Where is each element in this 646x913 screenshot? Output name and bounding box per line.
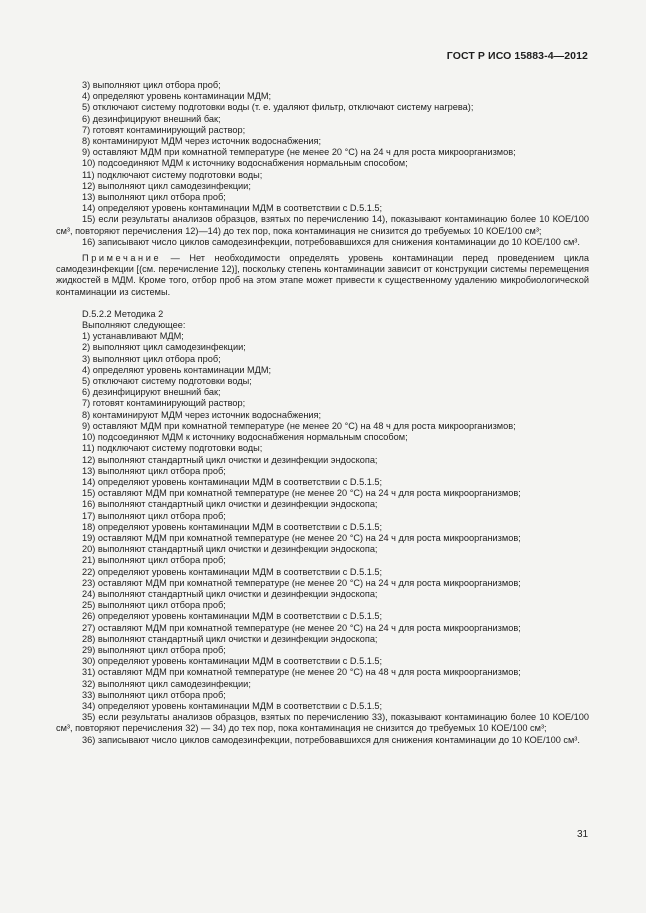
list-item: 4) определяют уровень контаминации МДМ; [82,364,272,375]
list-item: 10) подсоединяют МДМ к источнику водоснабжения нормальным способом; [82,158,408,169]
list-item: 22) определяют уровень контаминации МДМ в соответствии с D.5.1.5; [82,566,383,577]
list-item: 24) выполняют стандартный цикл очистки и дезинфекции эндоскопа; [82,588,378,599]
list-item: 19) оставляют МДМ при комнатной температуре (не менее 20 °С) на 24 ч для роста микроорганизмов; [82,532,521,543]
section1-list [56,80,589,248]
list-item: 31) оставляют МДМ при комнатной температуре (не менее 20 °С) на 48 ч для роста микроорганизмов; [82,667,521,678]
list-item: 34) определяют уровень контаминации МДМ в соответствии с D.5.1.5; [82,700,383,711]
spacer [56,298,589,309]
list-item: 5) отключают систему подготовки воды; [82,376,252,387]
section-intro: Выполняют следующее: [82,320,186,331]
list-item-paragraph: 35) если результаты анализов образцов, взятых по перечислению 33), показывают контаминацию более 10 КОЕ/100 см³, повторяют перечисления 32) — 34) до тех пор, пока контаминация не снизится до требуемых 10 КОЕ/100 см³; [56,712,589,734]
list-item: 11) подключают систему подготовки воды; [82,169,263,180]
note-text: — Нет необходимости определять уровень контаминации перед проведением цикла самодезинфекции [(см. перечисление 12)], поскольку степень контаминации зависит от конструкции системы перемещения жидкостей в МДМ. Кроме того, отбор проб на этом этапе может привести к существенному удалению микробиологической контаминации из системы. [56,253,589,297]
list-item: 10) подсоединяют МДМ к источнику водоснабжения нормальным способом; [82,432,408,443]
list-item: 4) определяют уровень контаминации МДМ; [82,91,272,102]
list-item: 17) выполняют цикл отбора проб; [82,510,226,521]
document-header: ГОСТ Р ИСО 15883-4—2012 [446,50,588,62]
list-item: 25) выполняют цикл отбора проб; [82,600,226,611]
list-item: 27) оставляют МДМ при комнатной температуре (не менее 20 °С) на 24 ч для роста микроорганизмов; [82,622,521,633]
list-item-paragraph: 15) если результаты анализов образцов, взятых по перечислению 14), показывают контаминацию более 10 КОЕ/100 см³, повторяют перечисления 12)—14) до тех пор, пока контаминация не снизится до требуемых 10 КОЕ/100 см³; [56,214,589,236]
list-item-paragraph: 36) записывают число циклов самодезинфекции, потребовавшихся для снижения контаминации до 10 КОЕ/100 см³. [82,734,580,745]
list-item: 33) выполняют цикл отбора проб; [82,689,226,700]
list-item: 14) определяют уровень контаминации МДМ в соответствии с D.5.1.5; [82,476,383,487]
list-item: 9) оставляют МДМ при комнатной температуре (не менее 20 °С) на 48 ч для роста микроорганизмов; [82,420,516,431]
list-item: 12) выполняют стандартный цикл очистки и дезинфекции эндоскопа; [82,454,378,465]
note-paragraph [56,253,589,298]
list-item: 32) выполняют цикл самодезинфекции; [82,678,251,689]
list-item: 13) выполняют цикл отбора проб; [82,465,226,476]
list-item: 16) выполняют стандартный цикл очистки и дезинфекции эндоскопа; [82,499,378,510]
section2 [56,309,589,746]
list-item: 2) выполняют цикл самодезинфекции; [82,342,246,353]
list-item: 8) контаминируют МДМ через источник водоснабжения; [82,136,322,147]
list-item: 11) подключают систему подготовки воды; [82,443,263,454]
list-item: 23) оставляют МДМ при комнатной температуре (не менее 20 °С) на 24 ч для роста микроорганизмов; [82,577,521,588]
list-item: 13) выполняют цикл отбора проб; [82,192,226,203]
list-item: 9) оставляют МДМ при комнатной температуре (не менее 20 °С) на 24 ч для роста микроорганизмов; [82,147,516,158]
note-label: Примечание [82,253,162,264]
list-item: 26) определяют уровень контаминации МДМ в соответствии с D.5.1.5; [82,611,383,622]
list-item: 18) определяют уровень контаминации МДМ в соответствии с D.5.1.5; [82,521,383,532]
page-number: 31 [577,829,589,840]
list-item: 14) определяют уровень контаминации МДМ в соответствии с D.5.1.5; [82,203,383,214]
list-item: 7) готовят контаминирующий раствор; [82,398,246,409]
list-item: 15) оставляют МДМ при комнатной температуре (не менее 20 °С) на 24 ч для роста микроорганизмов; [82,488,521,499]
list-item: 20) выполняют стандартный цикл очистки и дезинфекции эндоскопа; [82,544,378,555]
list-item: 6) дезинфицируют внешний бак; [82,113,221,124]
list-item: 3) выполняют цикл отбора проб; [82,80,221,90]
section-heading: D.5.2.2 Методика 2 [82,308,164,319]
list-item: 29) выполняют цикл отбора проб; [82,644,226,655]
list-item: 30) определяют уровень контаминации МДМ в соответствии с D.5.1.5; [82,656,383,667]
list-item: 5) отключают систему подготовки воды (т. е. удаляют фильтр, отключают систему нагрева); [82,102,474,113]
list-item: 1) устанавливают МДМ; [82,331,184,342]
list-item: 7) готовят контаминирующий раствор; [82,124,246,135]
list-item: 6) дезинфицируют внешний бак; [82,387,221,398]
list-item: 8) контаминируют МДМ через источник водоснабжения; [82,409,322,420]
list-item: 12) выполняют цикл самодезинфекции; [82,180,251,191]
list-item: 21) выполняют цикл отбора проб; [82,555,226,566]
list-item: 3) выполняют цикл отбора проб; [82,353,221,364]
list-item: 28) выполняют стандартный цикл очистки и дезинфекции эндоскопа; [82,633,378,644]
document-body [56,80,589,746]
list-item-paragraph: 16) записывают число циклов самодезинфекции, потребовавшихся для снижения контаминации до 10 КОЕ/100 см³. [82,236,580,247]
